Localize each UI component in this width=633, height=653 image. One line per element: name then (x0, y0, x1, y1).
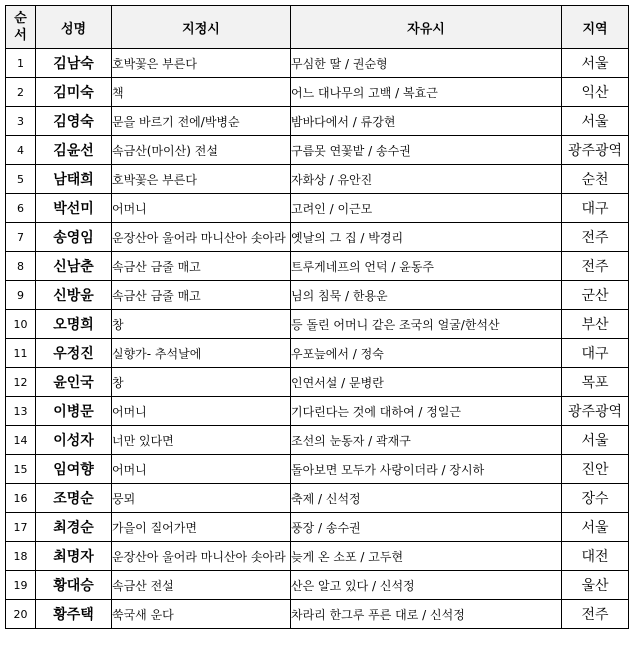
cell-name: 남태희 (36, 165, 112, 194)
cell-fixed-poem: 운장산아 울어라 마니산아 솟아라 (112, 223, 291, 252)
cell-region: 전주 (562, 252, 629, 281)
cell-region: 순천 (562, 165, 629, 194)
table-row (6, 223, 629, 252)
poem-recital-roster-table (5, 5, 629, 629)
cell-fixed-poem: 속금산(마이산) 전설 (112, 136, 291, 165)
cell-name: 송영임 (36, 223, 112, 252)
cell-fixed-poem: 쑥국새 운다 (112, 600, 291, 629)
cell-seq: 3 (6, 107, 36, 136)
cell-fixed-poem: 어머니 (112, 397, 291, 426)
cell-name: 이성자 (36, 426, 112, 455)
cell-fixed-poem: 어머니 (112, 194, 291, 223)
cell-free-poem: 산은 알고 있다 / 신석정 (291, 571, 562, 600)
cell-fixed-poem: 호박꽃은 부른다 (112, 49, 291, 78)
header-fixed-poem: 지정시 (112, 6, 291, 49)
cell-fixed-poem: 속금산 전설 (112, 571, 291, 600)
table-row (6, 136, 629, 165)
table-row (6, 542, 629, 571)
cell-name: 조명순 (36, 484, 112, 513)
cell-region: 군산 (562, 281, 629, 310)
cell-seq: 19 (6, 571, 36, 600)
cell-region: 대구 (562, 194, 629, 223)
cell-free-poem: 기다린다는 것에 대하여 / 정일근 (291, 397, 562, 426)
cell-region: 부산 (562, 310, 629, 339)
table-row (6, 165, 629, 194)
cell-seq: 13 (6, 397, 36, 426)
cell-region: 전주 (562, 223, 629, 252)
table-header-row (6, 6, 629, 49)
cell-fixed-poem: 호박꽃은 부른다 (112, 165, 291, 194)
cell-region: 장수 (562, 484, 629, 513)
cell-fixed-poem: 뭉뫼 (112, 484, 291, 513)
cell-fixed-poem: 운장산아 울어라 마니산아 솟아라 (112, 542, 291, 571)
cell-free-poem: 자화상 / 유안진 (291, 165, 562, 194)
cell-name: 김윤선 (36, 136, 112, 165)
cell-name: 윤인국 (36, 368, 112, 397)
table-row (6, 600, 629, 629)
cell-name: 황대승 (36, 571, 112, 600)
cell-fixed-poem: 너만 있다면 (112, 426, 291, 455)
cell-free-poem: 늦게 온 소포 / 고두현 (291, 542, 562, 571)
cell-name: 김남숙 (36, 49, 112, 78)
cell-free-poem: 축제 / 신석정 (291, 484, 562, 513)
cell-region: 서울 (562, 107, 629, 136)
cell-seq: 11 (6, 339, 36, 368)
cell-seq: 7 (6, 223, 36, 252)
table-row (6, 513, 629, 542)
cell-free-poem: 무심한 딸 / 권순형 (291, 49, 562, 78)
cell-fixed-poem: 문을 바르기 전에/박병순 (112, 107, 291, 136)
cell-free-poem: 차라리 한그루 푸른 대로 / 신석정 (291, 600, 562, 629)
cell-free-poem: 등 돌린 어머니 같은 조국의 얼굴/한석산 (291, 310, 562, 339)
cell-free-poem: 님의 침묵 / 한용운 (291, 281, 562, 310)
cell-name: 최명자 (36, 542, 112, 571)
table-row (6, 252, 629, 281)
cell-region: 익산 (562, 78, 629, 107)
cell-free-poem: 돌아보면 모두가 사랑이더라 / 장시하 (291, 455, 562, 484)
cell-name: 김미숙 (36, 78, 112, 107)
cell-region: 광주광역 (562, 136, 629, 165)
cell-region: 광주광역 (562, 397, 629, 426)
cell-free-poem: 조선의 눈동자 / 곽재구 (291, 426, 562, 455)
table-row (6, 397, 629, 426)
table-row (6, 368, 629, 397)
cell-seq: 17 (6, 513, 36, 542)
cell-region: 진안 (562, 455, 629, 484)
cell-seq: 10 (6, 310, 36, 339)
cell-region: 전주 (562, 600, 629, 629)
cell-free-poem: 인연서설 / 문병란 (291, 368, 562, 397)
header-name: 성명 (36, 6, 112, 49)
table-row (6, 78, 629, 107)
cell-seq: 8 (6, 252, 36, 281)
cell-fixed-poem: 속금산 금줄 매고 (112, 281, 291, 310)
cell-fixed-poem: 어머니 (112, 455, 291, 484)
cell-seq: 1 (6, 49, 36, 78)
header-seq-text: 순서 (14, 11, 27, 43)
cell-seq: 5 (6, 165, 36, 194)
table-body (6, 49, 629, 629)
cell-name: 박선미 (36, 194, 112, 223)
cell-region: 서울 (562, 513, 629, 542)
cell-seq: 9 (6, 281, 36, 310)
cell-seq: 18 (6, 542, 36, 571)
cell-seq: 2 (6, 78, 36, 107)
cell-name: 임여향 (36, 455, 112, 484)
table-row (6, 571, 629, 600)
cell-region: 목포 (562, 368, 629, 397)
cell-region: 서울 (562, 49, 629, 78)
cell-region: 서울 (562, 426, 629, 455)
cell-free-poem: 밤바다에서 / 류강현 (291, 107, 562, 136)
cell-seq: 4 (6, 136, 36, 165)
cell-free-poem: 옛날의 그 집 / 박경리 (291, 223, 562, 252)
cell-name: 이병문 (36, 397, 112, 426)
table-row (6, 194, 629, 223)
cell-free-poem: 어느 대나무의 고백 / 복효근 (291, 78, 562, 107)
cell-name: 황주택 (36, 600, 112, 629)
cell-region: 울산 (562, 571, 629, 600)
table-row (6, 281, 629, 310)
cell-free-poem: 풍장 / 송수권 (291, 513, 562, 542)
cell-free-poem: 구름못 연꽃밭 / 송수권 (291, 136, 562, 165)
cell-name: 오명희 (36, 310, 112, 339)
table-row (6, 426, 629, 455)
cell-fixed-poem: 창 (112, 368, 291, 397)
header-seq (6, 6, 36, 49)
header-region: 지역 (562, 6, 629, 49)
table-row (6, 49, 629, 78)
table-row (6, 339, 629, 368)
cell-seq: 20 (6, 600, 36, 629)
cell-seq: 15 (6, 455, 36, 484)
cell-region: 대전 (562, 542, 629, 571)
cell-fixed-poem: 책 (112, 78, 291, 107)
cell-free-poem: 고려인 / 이근모 (291, 194, 562, 223)
cell-seq: 14 (6, 426, 36, 455)
cell-name: 신방윤 (36, 281, 112, 310)
cell-name: 신남춘 (36, 252, 112, 281)
cell-free-poem: 트루게네프의 언덕 / 윤동주 (291, 252, 562, 281)
cell-seq: 16 (6, 484, 36, 513)
table-row (6, 107, 629, 136)
cell-name: 우정진 (36, 339, 112, 368)
table-row (6, 455, 629, 484)
cell-fixed-poem: 실향가- 추석날에 (112, 339, 291, 368)
table-row (6, 310, 629, 339)
cell-name: 김영숙 (36, 107, 112, 136)
header-free-poem: 자유시 (291, 6, 562, 49)
table-row (6, 484, 629, 513)
cell-seq: 12 (6, 368, 36, 397)
cell-fixed-poem: 창 (112, 310, 291, 339)
cell-fixed-poem: 속금산 금줄 매고 (112, 252, 291, 281)
cell-name: 최경순 (36, 513, 112, 542)
cell-fixed-poem: 가을이 질어가면 (112, 513, 291, 542)
cell-region: 대구 (562, 339, 629, 368)
cell-free-poem: 우포늪에서 / 정숙 (291, 339, 562, 368)
cell-seq: 6 (6, 194, 36, 223)
